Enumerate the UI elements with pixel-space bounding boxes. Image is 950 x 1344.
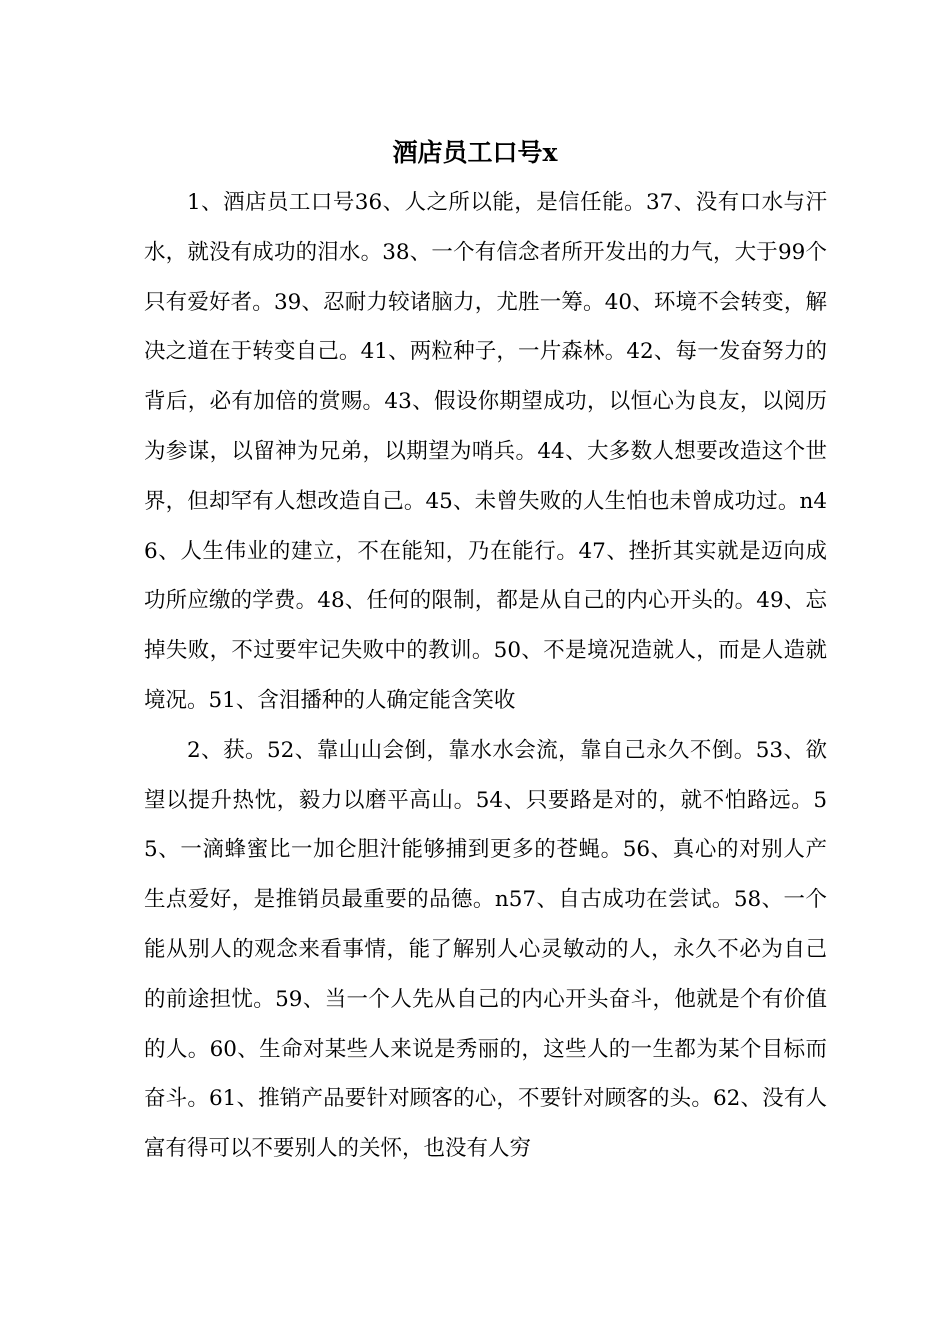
document-title: 酒店员工口号x [392, 138, 558, 167]
paragraph-2: 2、获。52、靠山山会倒，靠水水会流，靠自己永久不倒。53、欲望以提升热忱，毅力以磨平高山。54、只要路是对的，就不怕路远。55、一滴蜂蜜比一加仑胆汁能够捕到更多的苍蝇。56、真心的对别人产生点爱好，是推销员最重要的品德。n57、自古成功在尝试。58、一个能从别人的观念来看事情，能了解别人心灵敏动的人，永久不必为自己的前途担忧。59、当一个人先从自己的内心开头奋斗，他就是个有价值的人。60、生命对某些人来说是秀丽的，这些人的一生都为某个目标而奋斗。61、推销产品要针对顾客的心，不要针对顾客的头。62、没有人富有得可以不要别人的关怀，也没有人穷 [144, 737, 827, 1162]
document-body [144, 178, 827, 1174]
paragraph-1: 1、酒店员工口号36、人之所以能，是信任能。37、没有口水与汗水，就没有成功的泪水。38、一个有信念者所开发出的力气，大于99个只有爱好者。39、忍耐力较诸脑力，尤胜一筹。40、环境不会转变，解决之道在于转变自己。41、两粒种子，一片森林。42、每一发奋努力的背后，必有加倍的赏赐。43、假设你期望成功，以恒心为良友，以阅历为参谋，以留神为兄弟，以期望为哨兵。44、大多数人想要改造这个世界，但却罕有人想改造自己。45、未曾失败的人生怕也未曾成功过。n46、人生伟业的建立，不在能知，乃在能行。47、挫折其实就是迈向成功所应缴的学费。48、任何的限制，都是从自己的内心开头的。49、忘掉失败，不过要牢记失败中的教训。50、不是境况造就人，而是人造就境况。51、含泪播种的人确定能含笑收 [144, 190, 827, 713]
